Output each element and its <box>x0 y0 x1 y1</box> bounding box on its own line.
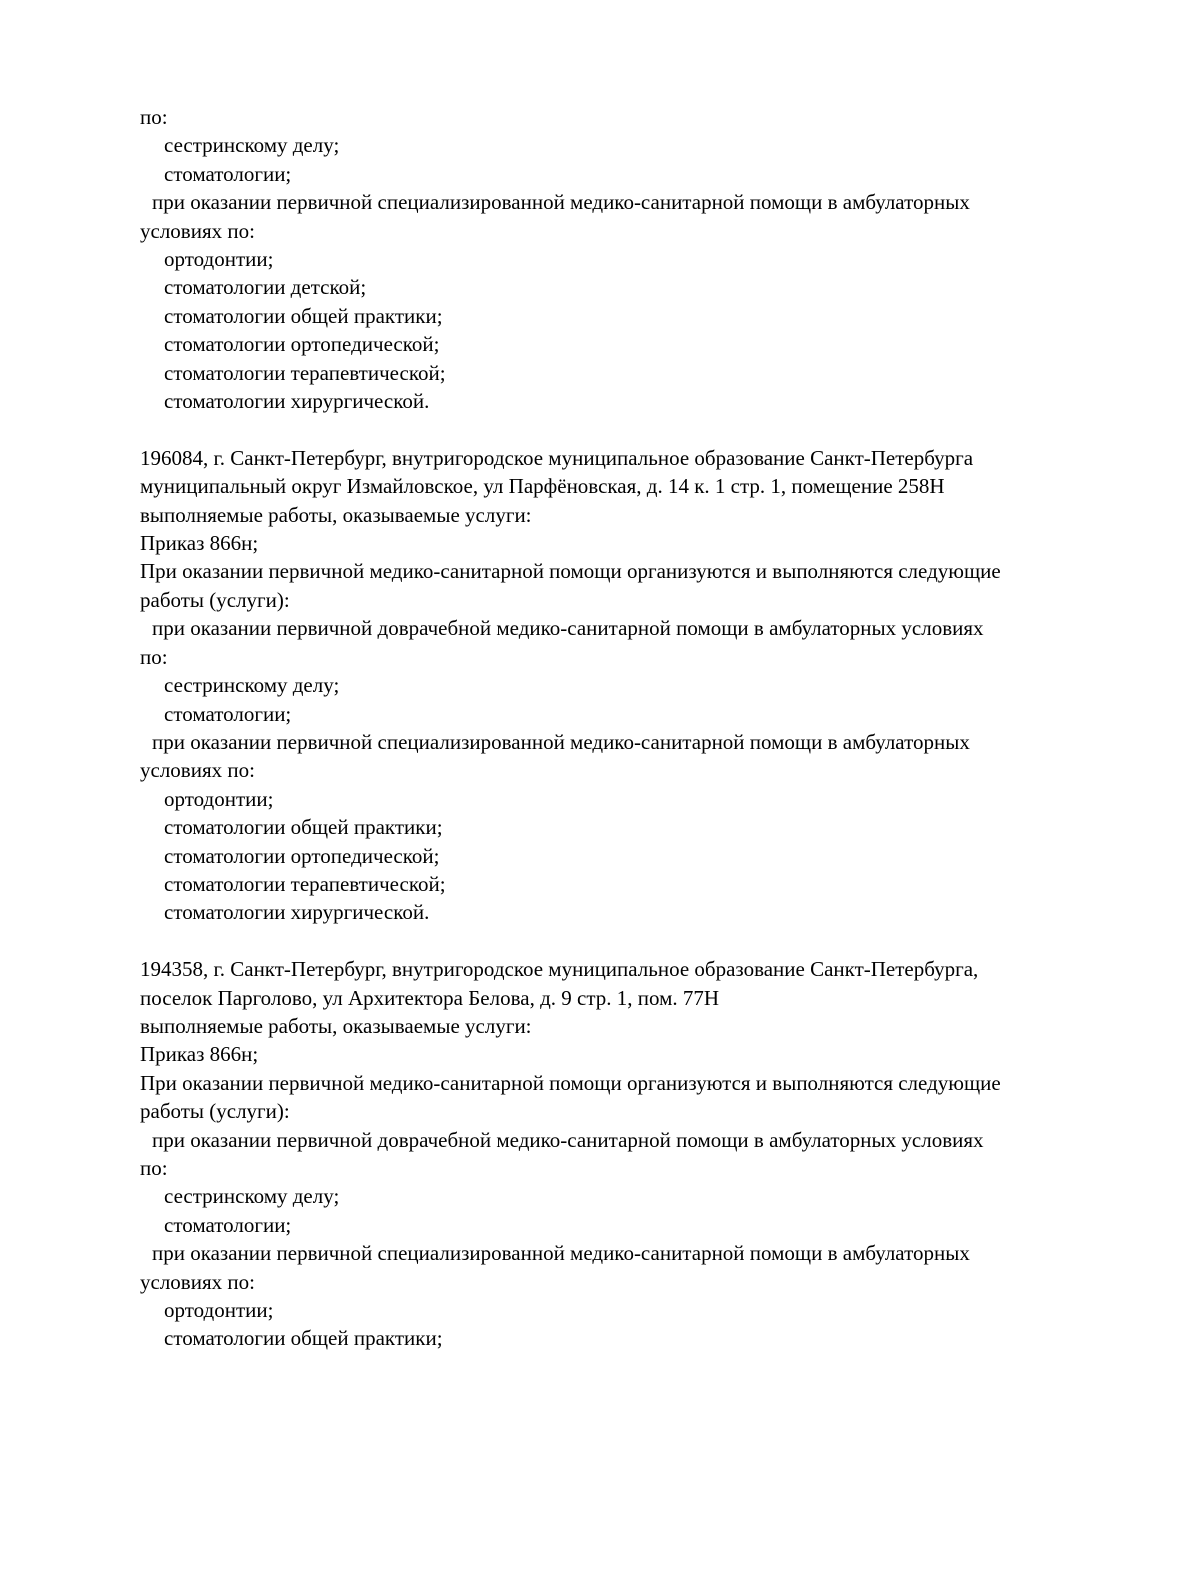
list-item-line: стоматологии ортопедической; <box>164 332 440 357</box>
document-line: по: <box>140 644 168 669</box>
address-line: 194358, г. Санкт-Петербург, внутригородское муниципальное образование Санкт-Петербурга, <box>140 957 979 982</box>
blank-line <box>140 415 1105 443</box>
address-line: поселок Парголово, ул Архитектора Белова, д. 9 стр. 1, пом. 77Н <box>140 985 720 1010</box>
list-item-line: стоматологии терапевтической; <box>164 360 446 385</box>
document-line: при оказании первичной специализированной медико-санитарной помощи в амбулаторных <box>152 190 970 215</box>
list-item-line: сестринскому делу; <box>164 133 340 158</box>
list-item-line: сестринскому делу; <box>164 673 340 698</box>
document-line: выполняемые работы, оказываемые услуги: <box>140 1013 532 1038</box>
document-line: по: <box>140 105 168 129</box>
blank-line <box>140 927 1105 955</box>
document-line: по: <box>140 1156 168 1180</box>
list-item-line: стоматологии; <box>164 701 292 726</box>
list-item-line: ортодонтии; <box>164 1298 274 1323</box>
address-line: муниципальный округ Измайловское, ул Парфёновская, д. 14 к. 1 стр. 1, помещение 258Н <box>140 474 945 499</box>
document-line: работы (услуги): <box>140 1099 290 1124</box>
list-item-line: стоматологии общей практики; <box>164 303 443 328</box>
document-line: при оказании первичной доврачебной медико-санитарной помощи в амбулаторных условиях <box>152 616 984 641</box>
document-line: условиях по: <box>140 758 255 783</box>
list-item-line: стоматологии хирургической. <box>164 389 430 414</box>
list-item-line: стоматологии; <box>164 161 292 186</box>
document-line: работы (услуги): <box>140 587 290 612</box>
document-line: условиях по: <box>140 218 255 243</box>
document-line: при оказании первичной специализированной медико-санитарной помощи в амбулаторных <box>152 729 970 754</box>
list-item-line: стоматологии детской; <box>164 275 367 300</box>
list-item-line: ортодонтии; <box>164 786 274 811</box>
document-line: условиях по: <box>140 1269 255 1294</box>
list-item-line: стоматологии; <box>164 1212 292 1237</box>
list-item-line: стоматологии терапевтической; <box>164 871 446 896</box>
document-line: Приказ 866н; <box>140 531 259 556</box>
list-item-line: стоматологии общей практики; <box>164 815 443 840</box>
address-line: 196084, г. Санкт-Петербург, внутригородское муниципальное образование Санкт-Петербурга <box>140 445 974 470</box>
list-item-line: стоматологии общей практики; <box>164 1326 443 1351</box>
document-line: При оказании первичной медико-санитарной помощи организуются и выполняются следующие <box>140 1070 1001 1095</box>
list-item-line: сестринскому делу; <box>164 1184 340 1209</box>
document-line: при оказании первичной специализированной медико-санитарной помощи в амбулаторных <box>152 1241 970 1266</box>
list-item-line: стоматологии ортопедической; <box>164 843 440 868</box>
document-line: Приказ 866н; <box>140 1042 259 1067</box>
list-item-line: стоматологии хирургической. <box>164 900 430 925</box>
document-line: выполняемые работы, оказываемые услуги: <box>140 502 532 527</box>
document-line: При оказании первичной медико-санитарной помощи организуются и выполняются следующие <box>140 559 1001 584</box>
list-item-line: ортодонтии; <box>164 247 274 272</box>
document-line: при оказании первичной доврачебной медико-санитарной помощи в амбулаторных условиях <box>152 1127 984 1152</box>
